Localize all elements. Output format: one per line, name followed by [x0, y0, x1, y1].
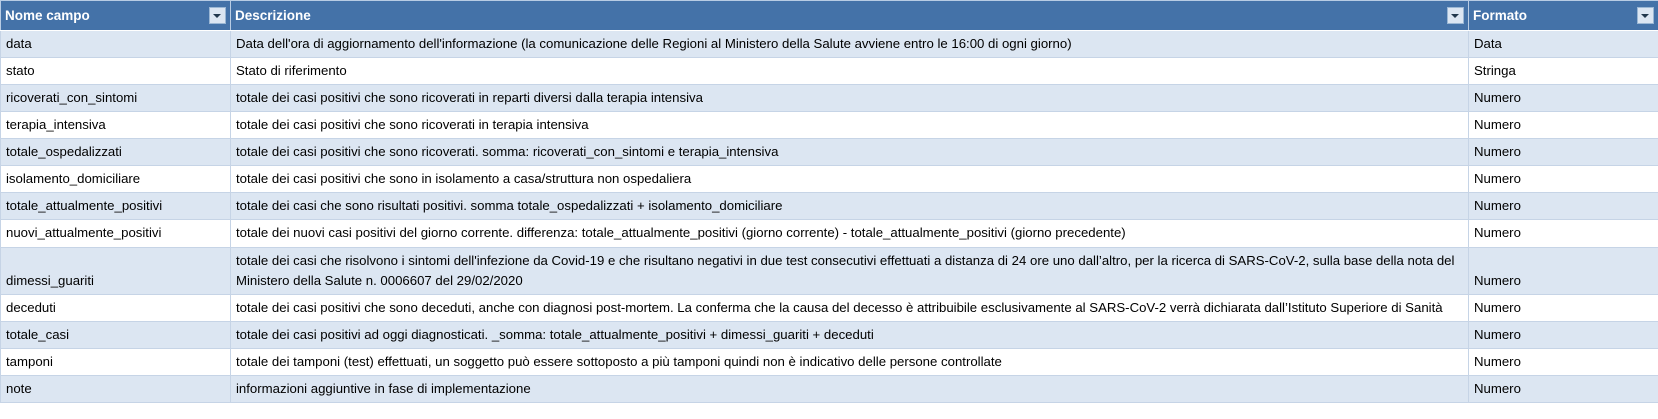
cell-field-name: deceduti — [1, 294, 231, 321]
cell-format: Numero — [1469, 85, 1658, 112]
table-body — [1, 31, 1658, 403]
cell-description: totale dei casi positivi ad oggi diagnosticati. _somma: totale_attualmente_positivi + dimessi_guariti + deceduti — [231, 321, 1469, 348]
cell-description: totale dei casi che risolvono i sintomi dell'infezione da Covid-19 e che risultano negativi in due test consecutivi effettuati a distanza di 24 ore uno dall’altro, per la ricerca di SARS-CoV-2, sulla base della nota del Ministero della Salute n. 0006607 del 29/02/2020 — [231, 247, 1469, 294]
cell-field-name: totale_ospedalizzati — [1, 139, 231, 166]
cell-description: totale dei tamponi (test) effettuati, un soggetto può essere sottoposto a più tamponi quindi non è indicativo delle persone controllate — [231, 348, 1469, 375]
cell-field-name: isolamento_domiciliare — [1, 166, 231, 193]
table-row[interactable] — [1, 348, 1658, 375]
cell-format: Numero — [1469, 220, 1658, 247]
cell-description: totale dei casi positivi che sono in isolamento a casa/struttura non ospedaliera — [231, 166, 1469, 193]
filter-dropdown-icon[interactable] — [1447, 7, 1464, 24]
column-header-label: Nome campo — [5, 7, 90, 23]
column-header-descrizione[interactable] — [231, 1, 1469, 31]
table-row[interactable] — [1, 321, 1658, 348]
table-row[interactable] — [1, 31, 1658, 58]
cell-format: Numero — [1469, 321, 1658, 348]
table-row[interactable] — [1, 85, 1658, 112]
cell-format: Numero — [1469, 139, 1658, 166]
cell-field-name: note — [1, 375, 231, 402]
table-row[interactable] — [1, 220, 1658, 247]
cell-description: informazioni aggiuntive in fase di implementazione — [231, 375, 1469, 402]
cell-field-name: data — [1, 31, 231, 58]
table-row[interactable] — [1, 58, 1658, 85]
table-row[interactable] — [1, 247, 1658, 294]
column-header-label: Descrizione — [235, 7, 311, 23]
column-header-nome-campo[interactable] — [1, 1, 231, 31]
cell-format: Numero — [1469, 247, 1658, 294]
cell-description: totale dei casi che sono risultati positivi. somma totale_ospedalizzati + isolamento_domiciliare — [231, 193, 1469, 220]
cell-field-name: nuovi_attualmente_positivi — [1, 220, 231, 247]
table-row[interactable] — [1, 193, 1658, 220]
column-header-label: Formato — [1473, 7, 1527, 23]
cell-field-name: terapia_intensiva — [1, 112, 231, 139]
table-row[interactable] — [1, 166, 1658, 193]
cell-format: Numero — [1469, 294, 1658, 321]
cell-description: totale dei casi positivi che sono ricoverati. somma: ricoverati_con_sintomi e terapia_intensiva — [231, 139, 1469, 166]
cell-field-name: totale_attualmente_positivi — [1, 193, 231, 220]
cell-format: Numero — [1469, 193, 1658, 220]
cell-format: Numero — [1469, 112, 1658, 139]
cell-description: totale dei casi positivi che sono ricoverati in terapia intensiva — [231, 112, 1469, 139]
cell-field-name: totale_casi — [1, 321, 231, 348]
cell-field-name: stato — [1, 58, 231, 85]
cell-field-name: tamponi — [1, 348, 231, 375]
table-row[interactable] — [1, 375, 1658, 402]
table-row[interactable] — [1, 139, 1658, 166]
filter-dropdown-icon[interactable] — [209, 7, 226, 24]
cell-description: totale dei casi positivi che sono ricoverati in reparti diversi dalla terapia intensiva — [231, 85, 1469, 112]
cell-description: Data dell'ora di aggiornamento dell'informazione (la comunicazione delle Regioni al Ministero della Salute avviene entro le 16:00 di ogni giorno) — [231, 31, 1469, 58]
cell-description: Stato di riferimento — [231, 58, 1469, 85]
cell-format: Stringa — [1469, 58, 1658, 85]
cell-format: Numero — [1469, 375, 1658, 402]
cell-format: Numero — [1469, 166, 1658, 193]
filter-dropdown-icon[interactable] — [1637, 7, 1654, 24]
cell-format: Numero — [1469, 348, 1658, 375]
cell-description: totale dei nuovi casi positivi del giorno corrente. differenza: totale_attualmente_positivi (giorno corrente) - totale_attualmente_positivi (giorno precedente) — [231, 220, 1469, 247]
cell-field-name: ricoverati_con_sintomi — [1, 85, 231, 112]
table-row[interactable] — [1, 294, 1658, 321]
table-header-row — [1, 1, 1658, 31]
cell-description: totale dei casi positivi che sono deceduti, anche con diagnosi post-mortem. La conferma che la causa del decesso è attribuibile esclusivamente al SARS-CoV-2 verrà dichiarata dall’Istituto Superiore di Sanità — [231, 294, 1469, 321]
table-row[interactable] — [1, 112, 1658, 139]
cell-field-name: dimessi_guariti — [1, 247, 231, 294]
cell-format: Data — [1469, 31, 1658, 58]
column-header-formato[interactable] — [1469, 1, 1658, 31]
